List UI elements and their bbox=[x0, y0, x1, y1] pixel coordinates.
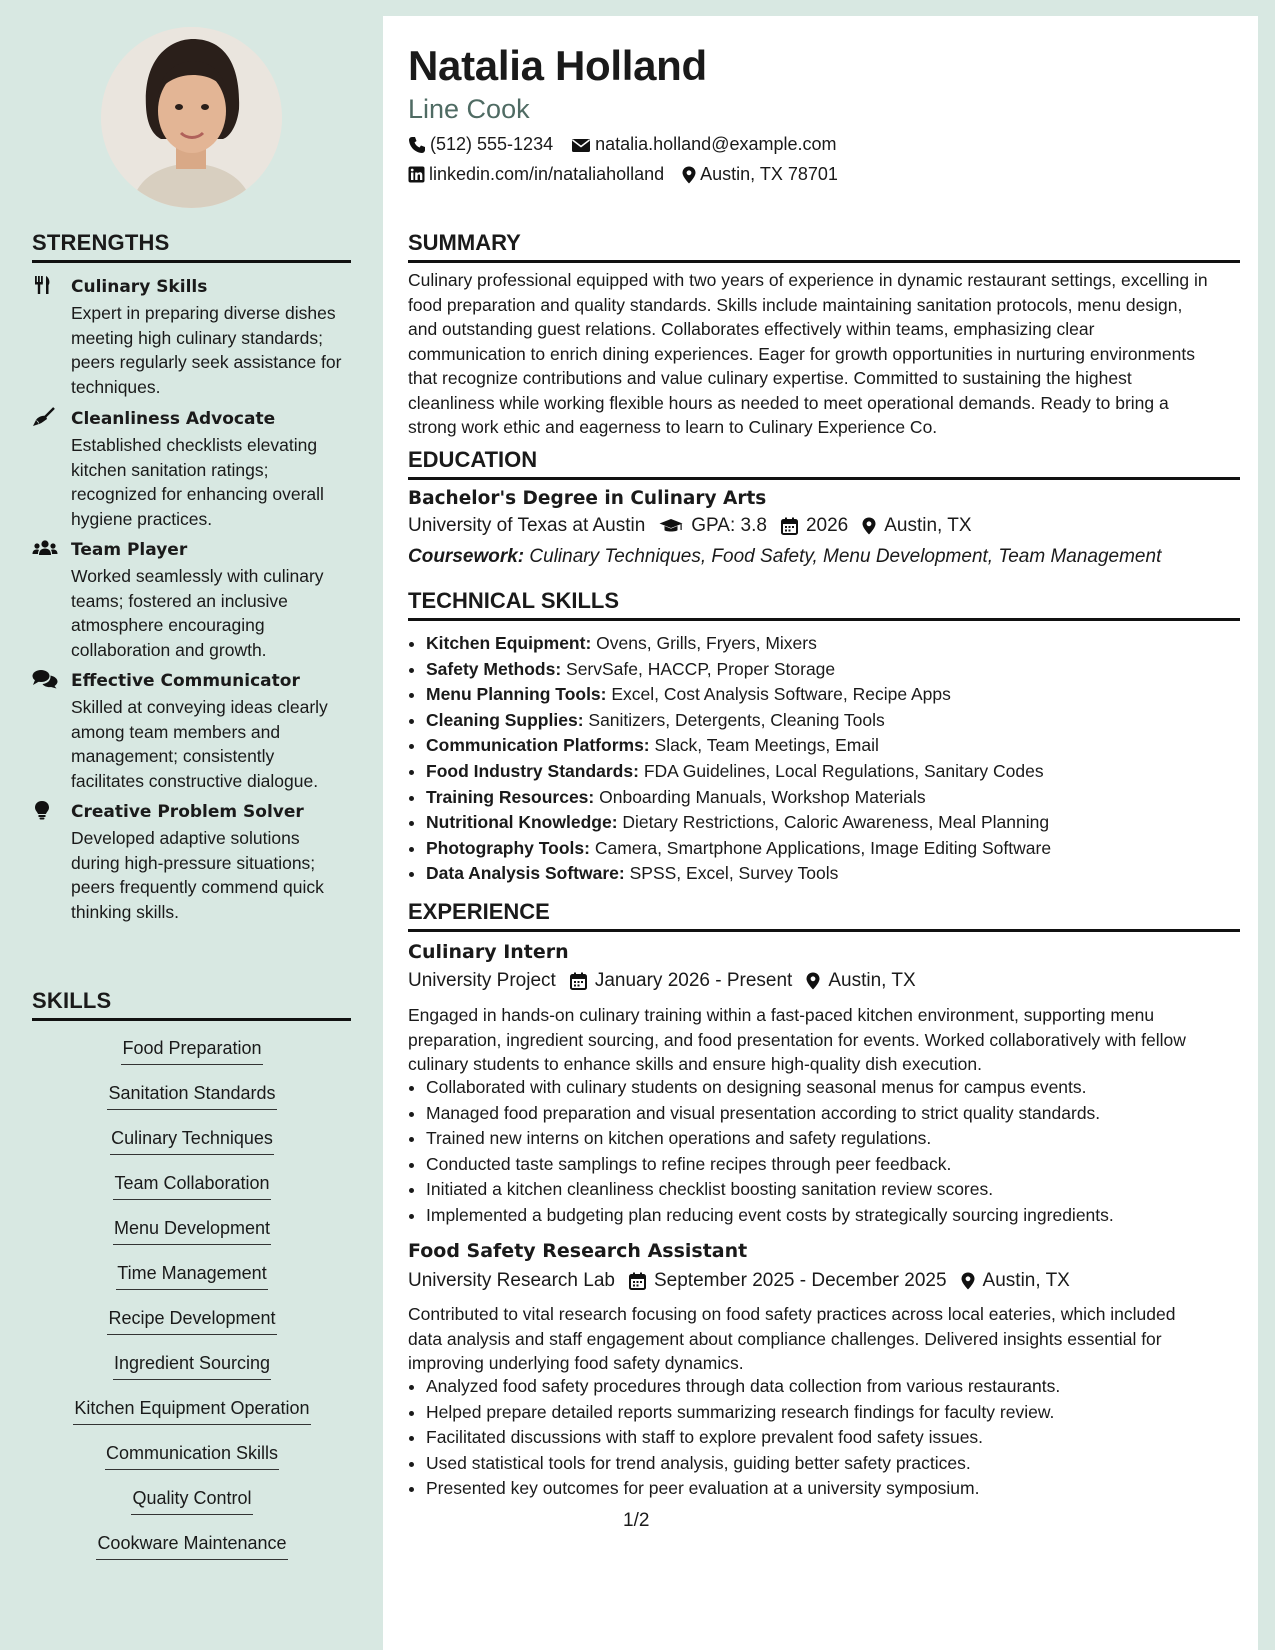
list-item: • Managed food preparation and visual presentation according to strict quality standards. bbox=[426, 1101, 1226, 1127]
list-item: • Cleaning Supplies: Sanitizers, Detergents, Cleaning Tools bbox=[426, 708, 1226, 734]
job-location: Austin, TX bbox=[806, 970, 915, 992]
phone-icon bbox=[408, 136, 426, 154]
strength-desc: Expert in preparing diverse dishes meeting high culinary standards; peers regularly seek assistance for techniques. bbox=[71, 303, 342, 397]
list-item: • Trained new interns on kitchen operations and safety regulations. bbox=[426, 1126, 1226, 1152]
contact-row-2 bbox=[408, 164, 856, 185]
graduation-year: 2026 bbox=[781, 515, 848, 537]
strength-title: Culinary Skills bbox=[71, 277, 208, 297]
candidate-name: Natalia Holland bbox=[408, 42, 707, 89]
job-bullets bbox=[408, 1374, 1226, 1502]
contact-row-1 bbox=[408, 134, 855, 155]
map-pin-icon bbox=[806, 972, 820, 990]
page-number: 1/2 bbox=[623, 1510, 650, 1531]
list-item: • Photography Tools: Camera, Smartphone Applications, Image Editing Software bbox=[426, 836, 1226, 862]
map-pin-icon bbox=[682, 166, 696, 184]
skill-item: Food Preparation bbox=[32, 1035, 352, 1080]
technical-skills-list bbox=[408, 631, 1226, 887]
linkedin-icon bbox=[408, 166, 425, 183]
list-item: • Nutritional Knowledge: Dietary Restrictions, Caloric Awareness, Meal Planning bbox=[426, 810, 1226, 836]
coursework-label: Coursework: bbox=[408, 546, 525, 567]
list-item: • Presented key outcomes for peer evaluation at a university symposium. bbox=[426, 1476, 1226, 1502]
job-meta bbox=[408, 1270, 1084, 1292]
strength-title: Team Player bbox=[71, 540, 188, 560]
education-location: Austin, TX bbox=[862, 515, 971, 537]
comments-icon bbox=[32, 669, 58, 691]
linkedin-contact[interactable]: linkedin.com/in/nataliaholland bbox=[408, 164, 664, 185]
list-item: • Helped prepare detailed reports summarizing research findings for faculty review. bbox=[426, 1400, 1226, 1426]
strength-item bbox=[32, 669, 352, 793]
degree-title: Bachelor's Degree in Culinary Arts bbox=[408, 488, 767, 509]
list-item: • Implemented a budgeting plan reducing event costs by strategically sourcing ingredients. bbox=[426, 1203, 1226, 1229]
main-content bbox=[383, 16, 1258, 1650]
skill-item: Ingredient Sourcing bbox=[32, 1350, 352, 1395]
skill-item: Communication Skills bbox=[32, 1440, 352, 1485]
summary-heading: SUMMARY bbox=[408, 230, 1240, 263]
skill-item: Menu Development bbox=[32, 1215, 352, 1260]
strength-desc: Worked seamlessly with culinary teams; fostered an inclusive atmosphere encouraging collaboration and growth. bbox=[71, 566, 324, 660]
skill-item: Sanitation Standards bbox=[32, 1080, 352, 1125]
strength-item bbox=[32, 538, 352, 662]
candidate-role: Line Cook bbox=[408, 94, 530, 124]
graduation-cap-icon bbox=[659, 517, 683, 535]
skill-item: Cookware Maintenance bbox=[32, 1530, 352, 1575]
skills-heading: SKILLS bbox=[32, 988, 351, 1021]
coursework bbox=[408, 546, 1161, 568]
skills-list bbox=[32, 1035, 352, 1575]
job-org: University Research Lab bbox=[408, 1270, 615, 1291]
email-contact[interactable]: natalia.holland@example.com bbox=[571, 134, 836, 155]
strength-item bbox=[32, 800, 352, 924]
strength-title: Effective Communicator bbox=[71, 671, 300, 691]
education-meta bbox=[408, 515, 986, 537]
skill-item: Quality Control bbox=[32, 1485, 352, 1530]
job-title: Culinary Intern bbox=[408, 941, 569, 963]
profile-photo bbox=[101, 27, 282, 208]
gpa: GPA: 3.8 bbox=[659, 515, 767, 537]
calendar-icon bbox=[629, 1272, 646, 1290]
skill-item: Time Management bbox=[32, 1260, 352, 1305]
utensils-icon bbox=[32, 275, 58, 297]
strength-item bbox=[32, 407, 352, 531]
list-item: • Menu Planning Tools: Excel, Cost Analysis Software, Recipe Apps bbox=[426, 682, 1226, 708]
skill-item: Team Collaboration bbox=[32, 1170, 352, 1215]
list-item: • Conducted taste samplings to refine recipes through peer feedback. bbox=[426, 1152, 1226, 1178]
job-dates: January 2026 - Present bbox=[570, 970, 793, 992]
strength-item bbox=[32, 275, 352, 399]
list-item: • Analyzed food safety procedures through data collection from various restaurants. bbox=[426, 1374, 1226, 1400]
map-pin-icon bbox=[961, 1272, 975, 1290]
broom-icon bbox=[32, 407, 58, 429]
strength-title: Creative Problem Solver bbox=[71, 802, 304, 822]
school-name: University of Texas at Austin bbox=[408, 515, 646, 536]
coursework-list: Culinary Techniques, Food Safety, Menu Development, Team Management bbox=[529, 546, 1162, 567]
list-item: • Training Resources: Onboarding Manuals, Workshop Materials bbox=[426, 785, 1226, 811]
list-item: • Kitchen Equipment: Ovens, Grills, Fryers, Mixers bbox=[426, 631, 1226, 657]
list-item: • Facilitated discussions with staff to explore prevalent food safety issues. bbox=[426, 1425, 1226, 1451]
list-item: • Used statistical tools for trend analysis, guiding better safety practices. bbox=[426, 1451, 1226, 1477]
job-description: Engaged in hands-on culinary training within a fast-paced kitchen environment, supporting menu preparation, ingredient sourcing, and food presentation for events. Worked collaboratively with fellow culinary students to enhance skills and ensure high-quality dish execution. bbox=[408, 1005, 1186, 1074]
calendar-icon bbox=[781, 517, 798, 535]
map-pin-icon bbox=[862, 517, 876, 535]
job-description: Contributed to vital research focusing on food safety practices across local eateries, which included data analysis and staff engagement about compliance challenges. Delivered insights essential for improving underlying food safety dynamics. bbox=[408, 1304, 1176, 1373]
job-location: Austin, TX bbox=[961, 1270, 1070, 1292]
list-item: • Data Analysis Software: SPSS, Excel, Survey Tools bbox=[426, 861, 1226, 887]
job-dates: September 2025 - December 2025 bbox=[629, 1270, 947, 1292]
strength-desc: Developed adaptive solutions during high-pressure situations; peers frequently commend quick thinking skills. bbox=[71, 828, 324, 922]
phone-contact[interactable]: (512) 555-1234 bbox=[408, 134, 553, 155]
experience-heading: EXPERIENCE bbox=[408, 899, 1240, 932]
envelope-icon bbox=[571, 137, 591, 153]
job-meta bbox=[408, 970, 930, 992]
list-item: • Food Industry Standards: FDA Guidelines, Local Regulations, Sanitary Codes bbox=[426, 759, 1226, 785]
technical-skills-heading: TECHNICAL SKILLS bbox=[408, 588, 1240, 621]
job-title: Food Safety Research Assistant bbox=[408, 1240, 748, 1262]
calendar-icon bbox=[570, 972, 587, 990]
job-bullets bbox=[408, 1075, 1226, 1229]
strengths-heading: STRENGTHS bbox=[32, 230, 351, 263]
skill-item: Kitchen Equipment Operation bbox=[32, 1395, 352, 1440]
sidebar bbox=[0, 0, 383, 1650]
skill-item: Recipe Development bbox=[32, 1305, 352, 1350]
lightbulb-icon bbox=[32, 800, 58, 822]
users-icon bbox=[32, 538, 58, 560]
location-contact: Austin, TX 78701 bbox=[682, 164, 838, 185]
summary-text: Culinary professional equipped with two years of experience in dynamic restaurant settings, excelling in food preparation and quality standards. Skills include maintaining sanitation protocols, menu design, and outstanding guest relations. Collaborates effectively within teams, emphasizing clear communication to enrich dining experiences. Eager for growth opportunities in nurturing environments that recognize contributions and value culinary expertise. Committed to sustaining the highest cleanliness while working flexible hours as needed to meet operational demands. Ready to bring a strong work ethic and eagerness to learn to Culinary Experience Co. bbox=[408, 270, 1208, 437]
skill-item: Culinary Techniques bbox=[32, 1125, 352, 1170]
strength-title: Cleanliness Advocate bbox=[71, 409, 276, 429]
list-item: • Communication Platforms: Slack, Team Meetings, Email bbox=[426, 733, 1226, 759]
job-org: University Project bbox=[408, 970, 556, 991]
list-item: • Safety Methods: ServSafe, HACCP, Proper Storage bbox=[426, 657, 1226, 683]
education-heading: EDUCATION bbox=[408, 447, 1240, 480]
strength-desc: Established checklists elevating kitchen sanitation ratings; recognized for enhancing overall hygiene practices. bbox=[71, 435, 324, 529]
list-item: • Collaborated with culinary students on designing seasonal menus for campus events. bbox=[426, 1075, 1226, 1101]
strength-desc: Skilled at conveying ideas clearly among team members and management; consistently facilitates constructive dialogue. bbox=[71, 697, 328, 791]
list-item: • Initiated a kitchen cleanliness checklist boosting sanitation review scores. bbox=[426, 1177, 1226, 1203]
